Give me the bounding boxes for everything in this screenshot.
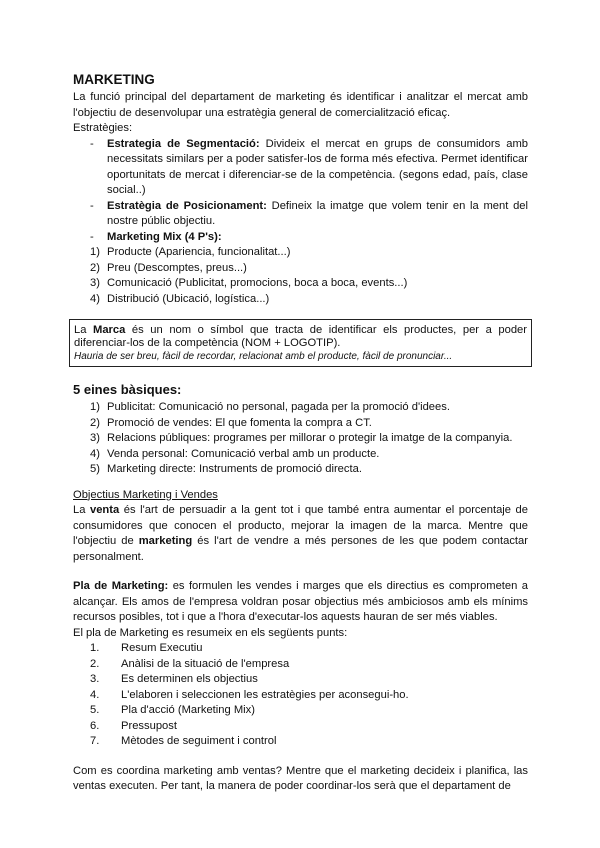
- list-item: 2. Anàlisi de la situació de l'empresa: [90, 657, 290, 670]
- intro-paragraph: La funció principal del departament de marketing és identificar i analitzar el mercat amb l'objectiu de desenvolupar una estratègia general de comercialització eficaç.: [73, 91, 528, 119]
- tools-list: [73, 400, 528, 478]
- list-item: 1) Producte (Apariencia, funcionalitat...): [90, 246, 291, 258]
- list-item: 1) Publicitat: Comunicació no personal, pagada per la promoció d'idees.: [90, 401, 450, 413]
- strategy-item-segmentation: - Estrategia de Segmentació: Divideix el mercat en grups de consumidors amb necessitats similars per a poder satisfer-los de forma més efectiva. Permet identificar oportunitats de mercat i diferenciar-se de la competència. (segons edad, país, clase social..): [90, 137, 528, 196]
- objectives-paragraph: La venta és l'art de persuadir a la gent tot i que també entra aumentar el porcentaje de consumidores que conocen el producto, mejorar la imagen de la marca. Mentre que l'objectiu de marketing és l'art de vendre a més persones de les que podem contactar personalment.: [73, 504, 528, 563]
- brand-definition: La Marca és un nom o símbol que tracta de identificar els productes, per a poder diferenciar-los de la competència (NOM + LOGOTIP).: [74, 324, 527, 349]
- list-item: 3. Es determinen els objectius: [90, 673, 258, 685]
- list-item: 4) Distribució (Ubicació, logística...): [90, 292, 270, 305]
- list-item: 2) Preu (Descomptes, preus...): [90, 261, 247, 274]
- list-item: 4) Venda personal: Comunicació verbal amb un producte.: [90, 447, 380, 460]
- plan-paragraph: Pla de Marketing: es formulen les vendes i marges que els directius es comprometen a alcançar. Els amos de l'empresa voldran posar objectius més ambiciosos amb els mínims recursos posibles, tot i que a l'hora d'executar-los aquests hauran de ser més viables.: [73, 580, 528, 623]
- list-item: 1. Resum Executiu: [90, 642, 203, 654]
- plan-list: [73, 641, 528, 750]
- closing-paragraph: Com es coordina marketing amb ventas? Mentre que el marketing decideix i planifica, las ventas executen. Per tant, la manera de poder coordinar-los serà que el departament de: [73, 764, 528, 792]
- list-item: 3) Comunicació (Publicitat, promocions, boca a boca, events...): [90, 277, 408, 289]
- plan-summary: El pla de Marketing es resumeix en els següents punts:: [73, 626, 348, 639]
- brand-definition-box: [69, 319, 532, 367]
- list-item: 4. L'elaboren i seleccionen les estratègies per aconsegui-ho.: [90, 688, 409, 701]
- strategy-term: Marketing Mix (4 P's):: [107, 230, 222, 243]
- document-content: [73, 72, 528, 795]
- tools-heading: 5 eines bàsiques:: [73, 382, 182, 397]
- strategy-text: Defineix la imatge que volem tenir en la ment del nostre públic objectiu.: [107, 199, 528, 227]
- list-item: 3) Relacions públiques: programes per millorar o protegir la imatge de la companyia.: [90, 432, 513, 444]
- four-ps-list: [73, 245, 528, 307]
- brand-note: Hauria de ser breu, fàcil de recordar, relacionat amb el producte, fàcil de pronunciar...: [74, 351, 453, 362]
- list-item: 7. Mètodes de seguiment i control: [90, 735, 277, 747]
- strategy-term: Estrategia de Segmentació:: [107, 137, 260, 150]
- strategy-item-marketing-mix: - Marketing Mix (4 P's):: [90, 230, 222, 243]
- strategy-item-positioning: - Estratègia de Posicionament: Defineix la imatge que volem tenir en la ment del nostre públic objectiu.: [90, 199, 528, 227]
- strategy-term: Estratègia de Posicionament:: [107, 199, 267, 212]
- strategies-label: Estratègies:: [73, 122, 133, 134]
- page-title: MARKETING: [73, 72, 155, 87]
- objectives-heading: Objectius Marketing i Vendes: [73, 488, 218, 501]
- strategy-text: Divideix el mercat en grups de consumidors amb necessitats similars per a poder satisfer-los de forma més efectiva. Permet identificar oportunitats de mercat i diferenciar-se de la competència. (segons edad, país, clase social..): [107, 137, 528, 196]
- strategies-list: [73, 137, 528, 246]
- list-item: 5) Marketing directe: Instruments de promoció directa.: [90, 463, 362, 475]
- list-item: 5. Pla d'acció (Marketing Mix): [90, 704, 255, 716]
- list-item: 2) Promoció de vendes: El que fomenta la compra a CT.: [90, 416, 372, 429]
- list-item: 6. Pressupost: [90, 719, 177, 732]
